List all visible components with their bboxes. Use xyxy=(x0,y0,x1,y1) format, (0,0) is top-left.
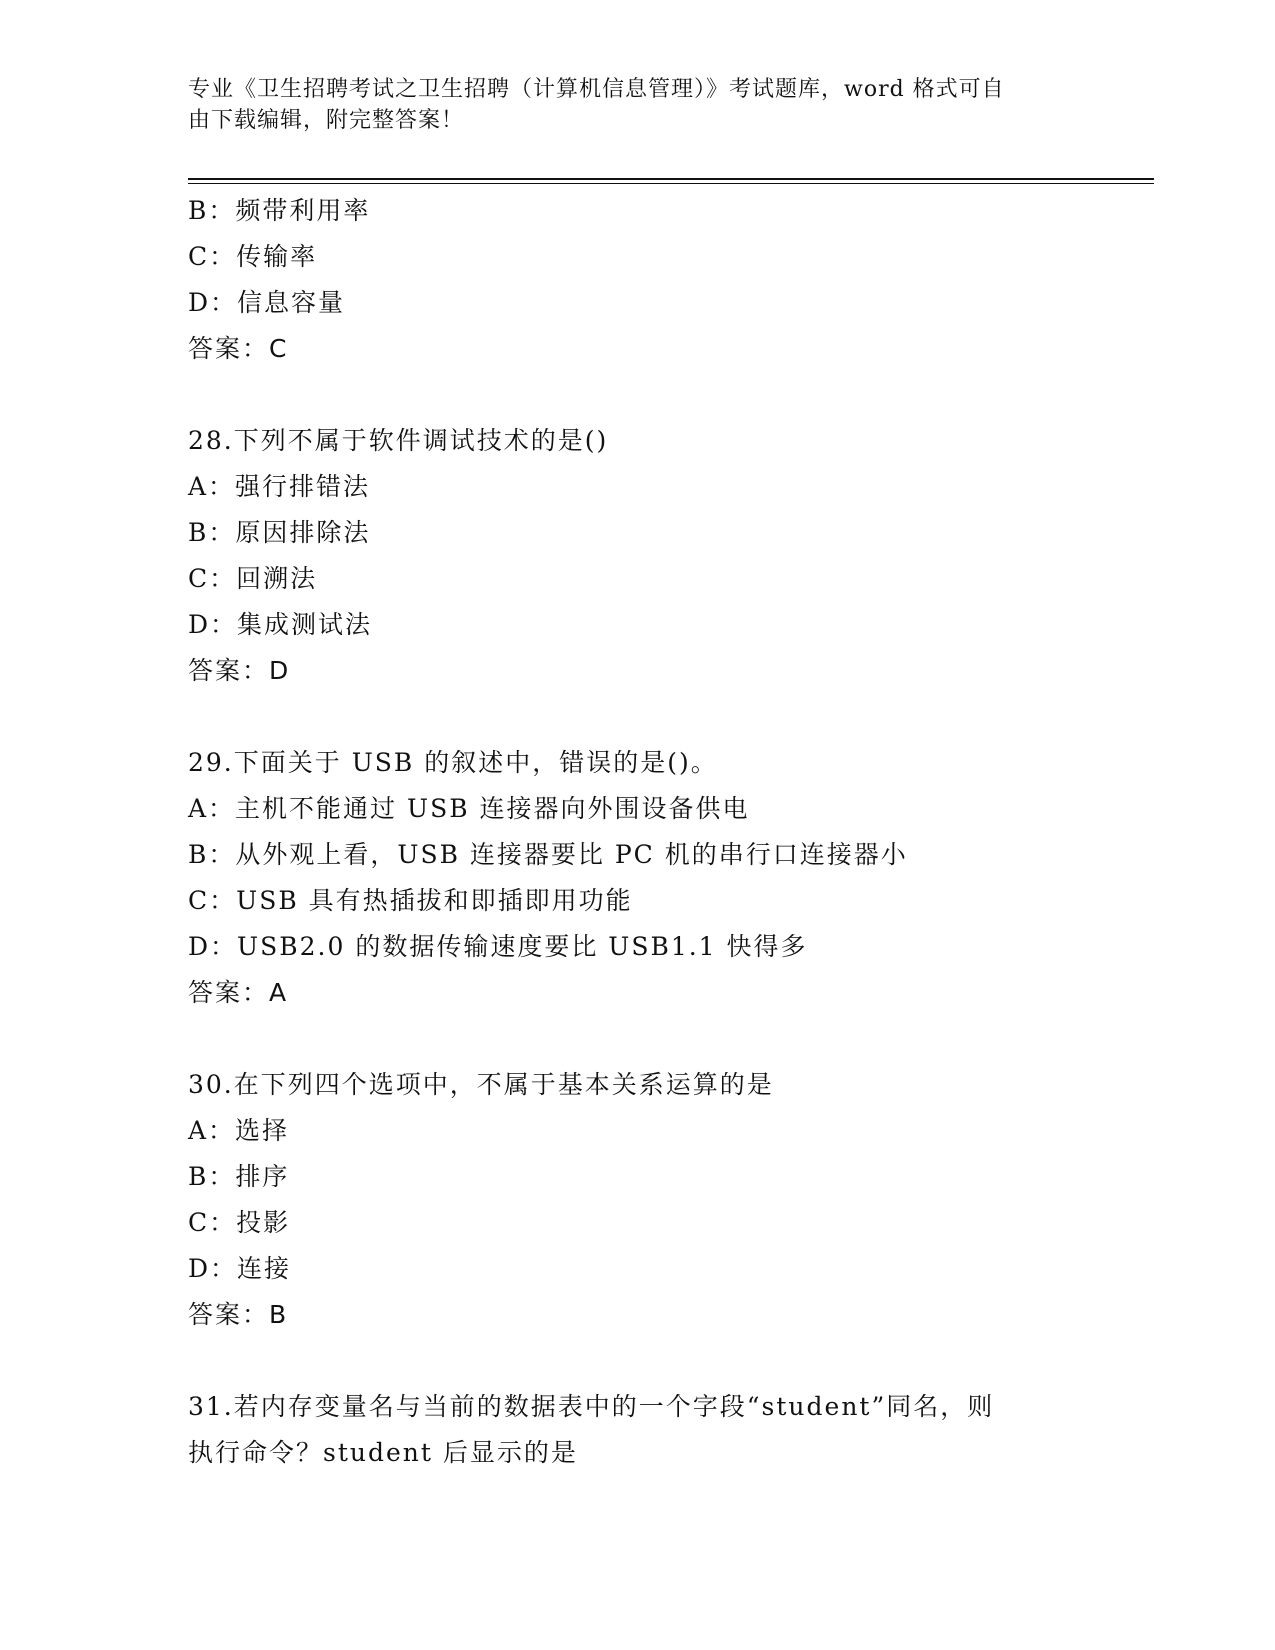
question-30 xyxy=(188,1062,1154,1338)
option-a: A：选择 xyxy=(188,1116,290,1145)
document-header xyxy=(188,74,1068,136)
question-stem: 28.下列不属于软件调试技术的是() xyxy=(188,426,609,455)
option-c: C：传输率 xyxy=(188,242,318,271)
option-b: B：原因排除法 xyxy=(188,518,371,547)
option-d: D：集成测试法 xyxy=(188,610,373,639)
question-stem: 29.下面关于 USB 的叙述中，错误的是()。 xyxy=(188,748,718,777)
option-a: A：主机不能通过 USB 连接器向外围设备供电 xyxy=(188,794,750,823)
header-line-1: 专业《卫生招聘考试之卫生招聘（计算机信息管理）》考试题库，word 格式可自 xyxy=(188,77,1005,102)
question-31 xyxy=(188,1384,1154,1476)
question-stem-line-1: 31.若内存变量名与当前的数据表中的一个字段“student”同名，则 xyxy=(188,1392,995,1421)
question-stem-line-2: 执行命令？student 后显示的是 xyxy=(188,1438,578,1467)
option-b: B：从外观上看，USB 连接器要比 PC 机的串行口连接器小 xyxy=(188,840,908,869)
answer: 答案：C xyxy=(188,334,289,363)
answer: 答案：B xyxy=(188,1300,289,1329)
option-b: B：排序 xyxy=(188,1162,290,1191)
header-divider-thin xyxy=(188,183,1154,184)
option-d: D：信息容量 xyxy=(188,288,346,317)
header-divider-thick xyxy=(188,178,1154,180)
question-29 xyxy=(188,740,1154,1016)
header-line-2: 由下载编辑，附完整答案！ xyxy=(188,108,465,133)
option-b: B：频带利用率 xyxy=(188,196,371,225)
question-stem: 30.在下列四个选项中，不属于基本关系运算的是 xyxy=(188,1070,774,1099)
question-list xyxy=(188,188,1154,1476)
option-d: D：USB2.0 的数据传输速度要比 USB1.1 快得多 xyxy=(188,932,808,961)
answer: 答案：D xyxy=(188,656,291,685)
option-c: C：投影 xyxy=(188,1208,291,1237)
option-c: C：回溯法 xyxy=(188,564,318,593)
question-27 xyxy=(188,188,1154,372)
option-d: D：连接 xyxy=(188,1254,292,1283)
question-28 xyxy=(188,418,1154,694)
answer: 答案：A xyxy=(188,978,289,1007)
option-a: A：强行排错法 xyxy=(188,472,371,501)
option-c: C：USB 具有热插拔和即插即用功能 xyxy=(188,886,633,915)
